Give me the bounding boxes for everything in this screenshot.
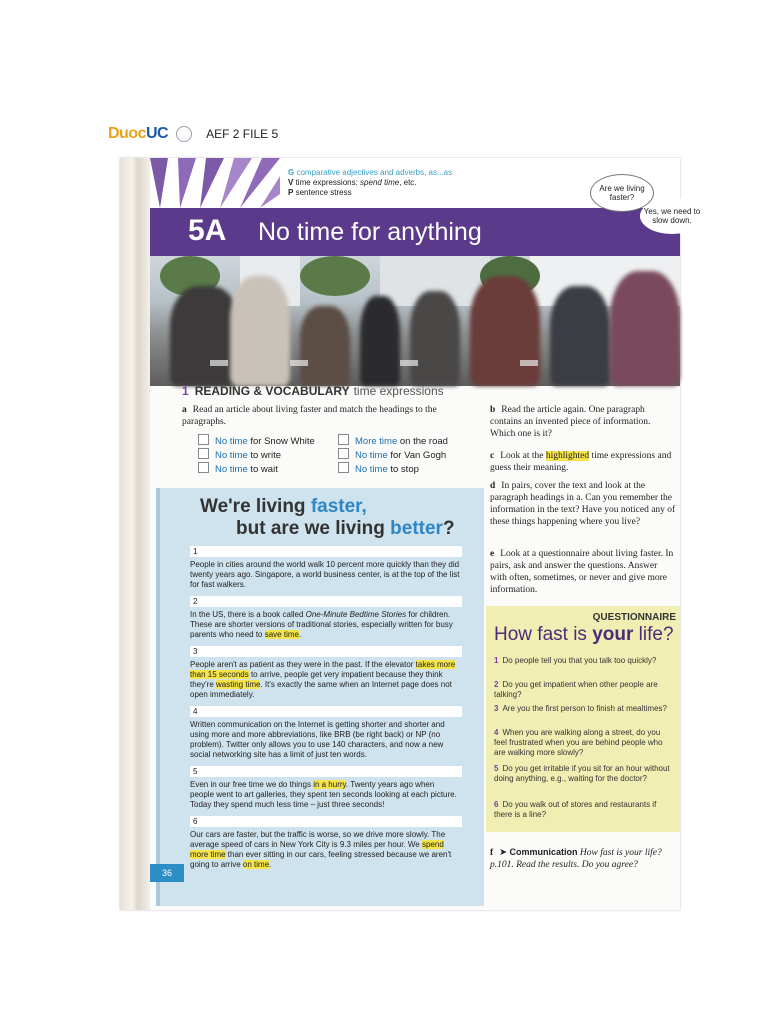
lesson-banner bbox=[150, 158, 701, 256]
lesson-title-bar bbox=[150, 208, 680, 256]
article-title-line2: but are we living better? bbox=[236, 518, 455, 539]
questionnaire-label: QUESTIONNAIRE bbox=[592, 612, 676, 623]
checkbox[interactable] bbox=[198, 434, 209, 445]
questionnaire-box bbox=[486, 606, 680, 832]
paragraph-3: People aren't as patient as they were in the past. If the elevator takes more than 15 seconds to arrive, people get very impatient because they think they're wasting time. It's exactly the same when an Internet page does not open immediately. bbox=[190, 660, 456, 699]
paragraph-5: Even in our free time we do things in a hurry. Twenty years ago when people went to art galleries, they spent ten seconds looking at each picture. Today they spend much less time – just three seconds! bbox=[190, 780, 457, 809]
speech-bubble-question: Are we living faster? bbox=[590, 174, 654, 212]
speech-bubble-answer: Yes, we need to slow down. bbox=[640, 198, 704, 234]
paragraph-number[interactable]: 6 bbox=[190, 816, 462, 827]
heading-option[interactable]: No time to wait bbox=[198, 464, 278, 475]
arrow-icon: ➤ bbox=[499, 848, 510, 858]
article-title-line1: We're living faster, bbox=[200, 496, 367, 517]
task-b: b Read the article again. One paragraph contains an invented piece of information. Which one is it? bbox=[490, 405, 651, 439]
paragraph-2: In the US, there is a book called One-Minute Bedtime Stories for children. These are shorter versions of traditional stories, especially written for busy parents who need to save time. bbox=[190, 610, 453, 639]
paragraph-number[interactable]: 4 bbox=[190, 706, 462, 717]
paragraph-number[interactable]: 2 bbox=[190, 596, 462, 607]
question-item: 6 Do you walk out of stores and restaurants if there is a line? bbox=[494, 800, 657, 819]
heading-option[interactable]: No time for Van Gogh bbox=[338, 448, 446, 461]
question-item: 3 Are you the first person to finish at mealtimes? bbox=[494, 704, 667, 713]
question-item: 5 Do you get irritable if you sit for an hour without doing anything, e.g., waiting for the doctor? bbox=[494, 764, 670, 783]
grammar-vocab-pron-list: G comparative adjectives and adverbs, as...as V time expressions: spend time, etc. P sentence stress bbox=[288, 168, 453, 197]
heading-option[interactable]: No time to write bbox=[198, 450, 281, 461]
paragraph-number[interactable]: 3 bbox=[190, 646, 462, 657]
duocuc-logo: DuocUC bbox=[108, 125, 169, 142]
course-title: AEF 2 FILE 5 bbox=[206, 127, 279, 141]
task-f: f ➤ Communication How fast is your life? p.101. Read the results. Do you agree? bbox=[490, 847, 662, 870]
paragraph-number[interactable]: 5 bbox=[190, 766, 462, 777]
paragraph-1: People in cities around the world walk 10 percent more quickly than they did twenty years ago. Singapore, a world business center, is at the top of the list for fast walkers. bbox=[190, 560, 460, 589]
question-item: 1 Do people tell you that you talk too quickly? bbox=[494, 656, 657, 665]
checkbox[interactable] bbox=[338, 448, 349, 459]
heading-option[interactable]: No time to stop bbox=[338, 462, 419, 475]
paragraph-6: Our cars are faster, but the traffic is worse, so we drive more slowly. The average speed of cars in New York City is 9.3 miles per hour. We spend more time than ever sitting in our cars, feeling stressed because we aren't going to arrive on time. bbox=[190, 830, 452, 869]
task-e: e Look at a questionnaire about living faster. In pairs, ask and answer the questions. Answer with often, sometimes, or never and give more information. bbox=[490, 549, 674, 595]
book-spine bbox=[120, 158, 150, 910]
seal-icon bbox=[176, 126, 192, 142]
task-d: d In pairs, cover the text and look at the paragraph headings in a. Can you remember the information in the text? Have you noticed any of these things happening where you live? bbox=[490, 481, 676, 527]
crowd-photo bbox=[150, 256, 680, 386]
lesson-title: No time for anything bbox=[258, 218, 482, 246]
task-c: c Look at the highlighted time expressions and guess their meaning. bbox=[490, 451, 672, 473]
question-item: 4 When you are walking along a street, do you feel frustrated when you are behind people who are walking more slowly? bbox=[494, 728, 663, 757]
document-header bbox=[108, 122, 278, 146]
question-item: 2 Do you get impatient when other people are talking? bbox=[494, 680, 658, 699]
paragraph-number[interactable]: 1 bbox=[190, 546, 462, 557]
task-a: a Read an article about living faster and match the headings to the paragraphs. bbox=[182, 405, 437, 427]
section-heading: 1 READING & VOCABULARY time expressions bbox=[182, 384, 444, 398]
questionnaire-title: How fast is your life? bbox=[494, 624, 674, 645]
heading-checklist bbox=[198, 434, 448, 476]
heading-option[interactable]: More time on the road bbox=[338, 434, 448, 447]
checkbox[interactable] bbox=[198, 462, 209, 473]
paragraph-4: Written communication on the Internet is getting shorter and shorter and using more and more abbreviations, like BRB (be right back) or NP (no problem). Twitter only allows you to use 140 characters, and now a new social networking site has a limit of just ten words. bbox=[190, 720, 445, 759]
textbook-page bbox=[120, 158, 701, 910]
page-number: 36 bbox=[150, 864, 184, 882]
checkbox[interactable] bbox=[338, 434, 349, 445]
lesson-number: 5A bbox=[188, 214, 227, 247]
heading-option[interactable]: No time for Snow White bbox=[198, 436, 315, 447]
checkbox[interactable] bbox=[198, 448, 209, 459]
checkbox[interactable] bbox=[338, 462, 349, 473]
article-box bbox=[156, 488, 484, 906]
